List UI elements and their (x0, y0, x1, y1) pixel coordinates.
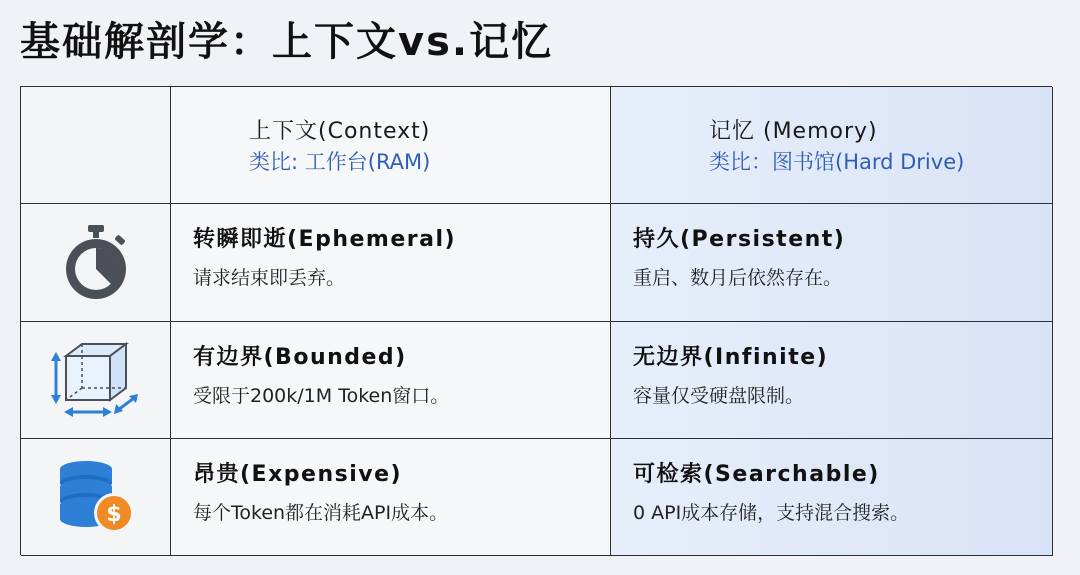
row-1-context-title: 转瞬即逝(Ephemeral) (193, 227, 457, 252)
page-title: 基础解剖学：上下文vs.记忆 (20, 19, 554, 65)
context-header-analogy: 类比: 工作台(RAM) (249, 150, 431, 174)
row-1-context-cell (171, 204, 611, 322)
row-1-icon-cell (21, 204, 171, 322)
context-column-header (171, 87, 611, 204)
cube-dimensions-icon (48, 338, 144, 422)
header-corner-cell (21, 87, 171, 204)
row-3-context-title: 昂贵(Expensive) (193, 462, 403, 487)
row-2-context-desc: 受限于200k/1M Token窗口。 (193, 385, 450, 407)
row-3-context-cell (171, 439, 611, 556)
row-2-context-cell (171, 322, 611, 439)
svg-text:$: $ (105, 502, 122, 527)
row-3-memory-desc: 0 API成本存储，支持混合搜索。 (633, 502, 910, 524)
stopwatch-icon (60, 223, 132, 303)
row-3-memory-title: 可检索(Searchable) (633, 462, 880, 487)
row-1-memory-title: 持久(Persistent) (633, 227, 846, 252)
row-3-memory-cell (611, 439, 1053, 556)
memory-header-title: 记忆 (Memory) (709, 119, 878, 144)
row-2-memory-title: 无边界(Infinite) (633, 345, 829, 370)
row-3-icon-cell (21, 439, 171, 556)
database-cost-icon (54, 457, 138, 537)
row-2-memory-desc: 容量仅受硬盘限制。 (633, 385, 805, 407)
row-2-memory-cell (611, 322, 1053, 439)
row-1-context-desc: 请求结束即丢弃。 (193, 267, 346, 289)
row-2-icon-cell (21, 322, 171, 439)
context-header-title: 上下文(Context) (249, 119, 431, 144)
comparison-table (20, 86, 1052, 555)
row-1-memory-cell (611, 204, 1053, 322)
row-2-context-title: 有边界(Bounded) (193, 345, 407, 370)
memory-header-analogy: 类比：图书馆(Hard Drive) (709, 150, 965, 174)
memory-column-header (611, 87, 1053, 204)
row-1-memory-desc: 重启、数月后依然存在。 (633, 267, 843, 289)
row-3-context-desc: 每个Token都在消耗API成本。 (193, 502, 449, 524)
